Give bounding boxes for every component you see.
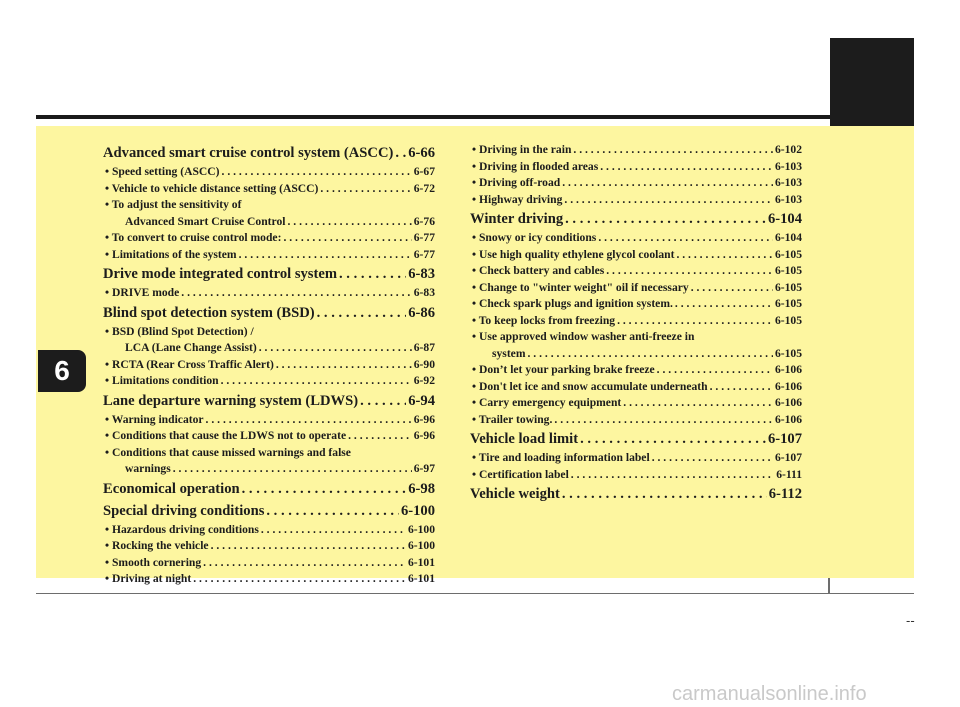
toc-entry-title: • Hazardous driving conditions xyxy=(105,522,259,536)
dot-leader xyxy=(564,192,773,209)
toc-entry-title: • Driving at night xyxy=(105,572,192,585)
toc-page-ref: 6-97 xyxy=(413,462,435,475)
dot-leader xyxy=(710,379,773,396)
toc-entry-title: Advanced smart cruise control system (ASCC) xyxy=(103,145,394,161)
toc-page-ref: 6-98 xyxy=(408,480,435,497)
dot-leader xyxy=(211,538,406,555)
footer-rule xyxy=(36,593,914,594)
toc-subentry[interactable] xyxy=(103,247,435,264)
toc-page-ref: 6-72 xyxy=(413,181,435,195)
toc-entry-title: Advanced Smart Cruise Control xyxy=(125,214,286,228)
toc-page-ref: 6-101 xyxy=(407,572,435,585)
toc-entry-title: • Check battery and cables xyxy=(472,264,605,277)
dot-leader xyxy=(320,181,411,198)
dot-leader xyxy=(360,390,406,412)
toc-entry-title: Blind spot detection system (BSD) xyxy=(103,304,315,321)
toc-page-ref: 6-77 xyxy=(413,247,435,261)
toc-subentry[interactable] xyxy=(470,379,802,396)
toc-page-ref: 6-83 xyxy=(408,266,435,282)
toc-page-ref: 6-105 xyxy=(774,280,802,294)
toc-page-ref: 6-90 xyxy=(413,357,435,371)
toc-page-ref: 6-96 xyxy=(413,429,435,442)
toc-entry-title: • Snowy or icy conditions xyxy=(472,231,597,244)
dot-leader xyxy=(242,478,407,500)
toc-subentry[interactable] xyxy=(103,230,435,247)
toc-subentry-label: • Use approved window washer anti-freeze in xyxy=(472,330,695,343)
dot-leader xyxy=(562,175,773,192)
toc-entry-title: Drive mode integrated control system xyxy=(103,266,337,282)
dot-leader xyxy=(676,247,772,264)
dot-leader xyxy=(652,450,773,467)
toc-page-ref: 6-105 xyxy=(774,264,802,277)
dot-leader xyxy=(395,142,406,164)
dot-leader xyxy=(276,357,412,374)
toc-page-ref: 6-66 xyxy=(408,145,435,161)
toc-page-ref: 6-83 xyxy=(413,286,435,299)
toc-entry-title: • Certification label xyxy=(472,467,569,481)
toc-subentry[interactable] xyxy=(103,181,435,198)
dot-leader xyxy=(554,412,773,429)
toc-subentry[interactable] xyxy=(470,313,802,330)
dot-leader xyxy=(598,230,773,247)
chapter-tab[interactable]: 6 xyxy=(38,350,86,392)
toc-entry-title: Lane departure warning system (LDWS) xyxy=(103,392,359,409)
toc-entry-title: • Limitations of the system xyxy=(105,247,237,261)
dot-leader xyxy=(266,500,399,522)
toc-page-ref: 6-106 xyxy=(774,379,802,393)
toc-page-ref: 6-111 xyxy=(776,467,802,481)
dot-leader xyxy=(287,214,411,231)
toc-page-ref: 6-103 xyxy=(774,176,802,189)
toc-section-entry[interactable] xyxy=(103,500,435,522)
toc-entry-title: • Rocking the vehicle xyxy=(105,539,209,552)
toc-column-left xyxy=(103,142,435,588)
toc-entry-title: Vehicle load limit xyxy=(470,431,579,447)
toc-entry-title: • DRIVE mode xyxy=(105,286,180,299)
toc-subentry[interactable] xyxy=(470,247,802,264)
toc-entry-title: • Use high quality ethylene glycol coolant xyxy=(472,247,675,261)
toc-entry-title: Vehicle weight xyxy=(470,486,560,502)
toc-section-entry[interactable] xyxy=(103,478,435,500)
toc-subentry-label: • Conditions that cause missed warnings and false xyxy=(105,445,351,459)
toc-entry-title: • Vehicle to vehicle distance setting (ASCC) xyxy=(105,181,319,195)
toc-page-ref: 6-86 xyxy=(408,304,435,321)
page-number: -- xyxy=(906,613,915,628)
toc-entry-title: • Check spark plugs and ignition system. xyxy=(472,297,673,310)
toc-section-entry[interactable] xyxy=(470,483,802,505)
toc-entry-title: Economical operation xyxy=(103,480,240,497)
toc-entry-title: LCA (Lane Change Assist) xyxy=(125,341,257,354)
toc-entry-title: Special driving conditions xyxy=(103,502,265,519)
watermark: carmanualsonline.info xyxy=(672,683,867,705)
toc-page-ref: 6-106 xyxy=(774,412,802,426)
toc-page-ref: 6-107 xyxy=(774,451,802,464)
dot-leader xyxy=(193,571,406,588)
chapter-corner-block xyxy=(830,38,914,129)
dot-leader xyxy=(657,362,773,379)
toc-page-ref: 6-67 xyxy=(413,165,435,178)
toc-page-ref: 6-94 xyxy=(408,392,435,409)
toc-subentry[interactable] xyxy=(470,159,802,176)
dot-leader xyxy=(206,412,412,429)
toc-subentry[interactable] xyxy=(103,373,435,390)
dot-leader xyxy=(691,280,773,297)
toc-subentry[interactable] xyxy=(103,571,435,588)
toc-subentry[interactable] xyxy=(470,280,802,297)
toc-subentry[interactable] xyxy=(103,214,435,231)
dot-leader xyxy=(259,340,412,357)
dot-leader xyxy=(606,263,773,280)
toc-entry-title: • RCTA (Rear Cross Traffic Alert) xyxy=(105,357,274,371)
toc-page-ref: 6-103 xyxy=(774,159,802,173)
toc-page-ref: 6-105 xyxy=(774,313,802,327)
toc-page-ref: 6-77 xyxy=(413,231,435,244)
dot-leader xyxy=(573,142,773,159)
toc-subentry[interactable] xyxy=(103,428,435,445)
toc-section-entry[interactable] xyxy=(103,302,435,324)
dot-leader xyxy=(222,164,412,181)
toc-subentry-label: • To adjust the sensitivity of xyxy=(105,198,242,211)
dot-leader xyxy=(348,428,412,445)
toc-entry-title: • Tire and loading information label xyxy=(472,451,650,464)
toc-section-entry[interactable] xyxy=(470,428,802,450)
toc-section-entry[interactable] xyxy=(103,263,435,285)
toc-subentry[interactable] xyxy=(470,192,802,209)
toc-entry-title: • Limitations condition xyxy=(105,374,219,387)
toc-subentry[interactable] xyxy=(470,296,802,313)
dot-leader xyxy=(203,555,406,572)
toc-section-entry[interactable] xyxy=(103,390,435,412)
header-rule xyxy=(36,115,914,119)
toc-subentry[interactable] xyxy=(103,555,435,572)
toc-page-ref: 6-100 xyxy=(407,539,435,552)
dot-leader xyxy=(600,159,773,176)
toc-page-ref: 6-100 xyxy=(400,502,435,519)
toc-entry-title: • Highway driving xyxy=(472,192,563,206)
dot-leader xyxy=(181,285,411,302)
toc-entry-title: system xyxy=(492,346,526,360)
toc-page-ref: 6-112 xyxy=(768,486,802,502)
panel-divider xyxy=(828,578,830,593)
dot-leader xyxy=(317,302,407,324)
toc-subentry[interactable] xyxy=(103,340,435,357)
dot-leader xyxy=(221,373,412,390)
toc-page-ref: 6-101 xyxy=(407,555,435,569)
toc-subentry[interactable] xyxy=(103,164,435,181)
toc-subentry[interactable] xyxy=(103,461,435,478)
toc-page-ref: 6-105 xyxy=(774,247,802,261)
dot-leader xyxy=(528,346,773,363)
toc-subentry[interactable] xyxy=(470,175,802,192)
toc-entry-title: • Speed setting (ASCC) xyxy=(105,165,220,178)
toc-entry-title: • Conditions that cause the LDWS not to operate xyxy=(105,429,347,442)
dot-leader xyxy=(565,208,766,230)
toc-subentry[interactable] xyxy=(470,450,802,467)
toc-entry-title: • Trailer towing. xyxy=(472,412,553,426)
toc-entry-title: • Smooth cornering xyxy=(105,555,202,569)
toc-subentry[interactable] xyxy=(470,346,802,363)
dot-leader xyxy=(173,461,412,478)
toc-entry-title: • Carry emergency equipment xyxy=(472,396,622,409)
toc-entry-title: warnings xyxy=(125,462,171,475)
toc-entry-title: • To keep locks from freezing xyxy=(472,313,616,327)
dot-leader xyxy=(580,428,766,450)
toc-entry-title: • Don't let ice and snow accumulate underneath xyxy=(472,379,708,393)
toc-section-entry[interactable] xyxy=(103,142,435,164)
toc-subentry[interactable] xyxy=(103,285,435,302)
toc-page-ref: 6-106 xyxy=(774,396,802,409)
toc-page-ref: 6-103 xyxy=(774,192,802,206)
toc-page-ref: 6-107 xyxy=(767,431,802,447)
toc-page-ref: 6-105 xyxy=(774,297,802,310)
dot-leader xyxy=(623,395,773,412)
toc-section-entry[interactable] xyxy=(470,208,802,230)
toc-page-ref: 6-104 xyxy=(774,231,802,244)
dot-leader xyxy=(283,230,411,247)
dot-leader xyxy=(571,467,774,484)
toc-subentry[interactable] xyxy=(103,538,435,555)
toc-page-ref: 6-102 xyxy=(774,143,802,156)
toc-subentry[interactable] xyxy=(470,395,802,412)
dot-leader xyxy=(617,313,773,330)
dot-leader xyxy=(675,296,773,313)
toc-subentry[interactable] xyxy=(470,142,802,159)
toc-page-ref: 6-100 xyxy=(407,522,435,536)
toc-page-ref: 6-76 xyxy=(413,214,435,228)
toc-entry-title: • Change to "winter weight" oil if necessary xyxy=(472,280,689,294)
toc-entry-title: • Warning indicator xyxy=(105,412,204,426)
dot-leader xyxy=(339,263,406,285)
toc-subentry[interactable] xyxy=(470,412,802,429)
toc-subentry[interactable] xyxy=(103,412,435,429)
toc-entry-title: • To convert to cruise control mode: xyxy=(105,231,282,244)
dot-leader xyxy=(261,522,406,539)
toc-page-ref: 6-92 xyxy=(413,374,435,387)
toc-page-ref: 6-104 xyxy=(767,211,802,227)
toc-column-right xyxy=(470,142,802,505)
toc-entry-title: • Driving off-road xyxy=(472,176,561,189)
toc-page-ref: 6-96 xyxy=(413,412,435,426)
toc-subentry[interactable] xyxy=(103,522,435,539)
toc-page-ref: 6-105 xyxy=(774,346,802,360)
toc-entry-title: • Don’t let your parking brake freeze xyxy=(472,363,655,376)
toc-subentry-label: • BSD (Blind Spot Detection) / xyxy=(105,324,254,338)
toc-entry-title: • Driving in the rain xyxy=(472,143,572,156)
toc-subentry[interactable] xyxy=(470,230,802,247)
toc-page-ref: 6-87 xyxy=(413,341,435,354)
toc-subentry[interactable] xyxy=(470,362,802,379)
dot-leader xyxy=(239,247,412,264)
toc-subentry[interactable] xyxy=(103,357,435,374)
toc-page-ref: 6-106 xyxy=(774,363,802,376)
toc-entry-title: Winter driving xyxy=(470,211,564,227)
toc-subentry[interactable] xyxy=(470,467,802,484)
toc-subentry[interactable] xyxy=(470,263,802,280)
dot-leader xyxy=(562,483,767,505)
toc-entry-title: • Driving in flooded areas xyxy=(472,159,599,173)
